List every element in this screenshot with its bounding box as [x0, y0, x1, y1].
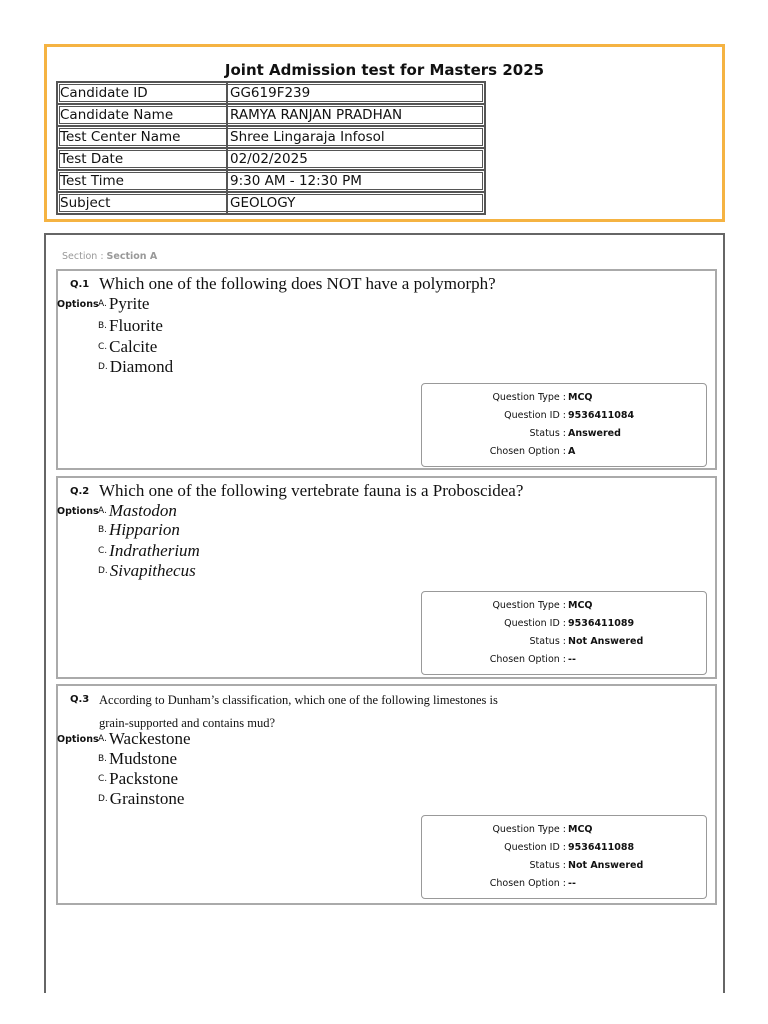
chosen-option: --	[568, 878, 576, 889]
question-text: According to Dunham’s classification, which one of the following limestones is grain-supported and contains mud?	[99, 693, 498, 730]
table-row	[57, 82, 485, 104]
candidate-info-panel	[44, 44, 725, 222]
question-number: Q.1	[70, 279, 90, 290]
option-d: D. Grainstone	[98, 789, 185, 808]
question-meta: Question Type : MCQ Question ID : 9536411084 Status : Answered Chosen Option : A	[421, 383, 707, 467]
question-type: MCQ	[568, 824, 593, 835]
section-name: Section A	[106, 251, 158, 262]
row-label: Test Date	[57, 148, 227, 170]
table-row	[57, 170, 485, 192]
question-panel-1	[56, 269, 717, 470]
chosen-option: --	[568, 654, 576, 665]
chosen-option: A	[568, 446, 576, 457]
test-time-value: 9:30 AM - 12:30 PM	[227, 170, 485, 192]
options-label: Options	[57, 734, 99, 745]
question-id: 9536411084	[568, 410, 635, 421]
subject-value: GEOLOGY	[227, 192, 485, 214]
table-row	[57, 104, 485, 126]
question-number: Q.3	[70, 694, 90, 705]
option-c: C. Calcite	[98, 337, 158, 356]
row-label: Test Time	[57, 170, 227, 192]
exam-title: Joint Admission test for Masters 2025	[224, 61, 545, 79]
row-label: Subject	[57, 192, 227, 214]
candidate-name-value: RAMYA RANJAN PRADHAN	[227, 104, 485, 126]
options-label: Options	[57, 506, 99, 517]
question-status: Not Answered	[568, 860, 644, 871]
option-d: D. Diamond	[98, 357, 174, 376]
option-b: B. Fluorite	[98, 316, 163, 335]
question-panel-3	[56, 684, 717, 905]
table-row	[57, 126, 485, 148]
section-label: Section : Section A	[62, 251, 158, 262]
question-meta: Question Type : MCQ Question ID : 9536411089 Status : Not Answered Chosen Option : --	[421, 591, 707, 675]
option-b: B. Hipparion	[98, 520, 180, 539]
question-type: MCQ	[568, 392, 593, 403]
option-b: B. Mudstone	[98, 749, 178, 768]
candidate-id-value: GG619F239	[227, 82, 485, 104]
question-type: MCQ	[568, 600, 593, 611]
question-meta: Question Type : MCQ Question ID : 9536411088 Status : Not Answered Chosen Option : --	[421, 815, 707, 899]
response-sheet	[44, 233, 725, 993]
option-a: A. Mastodon	[98, 501, 177, 520]
option-d: D. Sivapithecus	[98, 561, 196, 580]
candidate-info-table	[56, 81, 486, 215]
row-label: Test Center Name	[57, 126, 227, 148]
question-panel-2	[56, 476, 717, 679]
option-c: C. Indratherium	[98, 541, 200, 560]
question-id: 9536411088	[568, 842, 635, 853]
option-a: A. Pyrite	[98, 294, 150, 313]
table-row	[57, 192, 485, 214]
question-text: Which one of the following vertebrate fauna is a Proboscidea?	[99, 481, 524, 500]
test-date-value: 02/02/2025	[227, 148, 485, 170]
question-text: Which one of the following does NOT have a polymorph?	[99, 274, 496, 293]
options-label: Options	[57, 299, 99, 310]
option-a: A. Wackestone	[98, 729, 191, 748]
question-id: 9536411089	[568, 618, 635, 629]
row-label: Candidate Name	[57, 104, 227, 126]
table-row	[57, 148, 485, 170]
question-number: Q.2	[70, 486, 90, 497]
test-center-value: Shree Lingaraja Infosol	[227, 126, 485, 148]
option-c: C. Packstone	[98, 769, 179, 788]
question-status: Not Answered	[568, 636, 644, 647]
question-status: Answered	[568, 428, 621, 439]
row-label: Candidate ID	[57, 82, 227, 104]
